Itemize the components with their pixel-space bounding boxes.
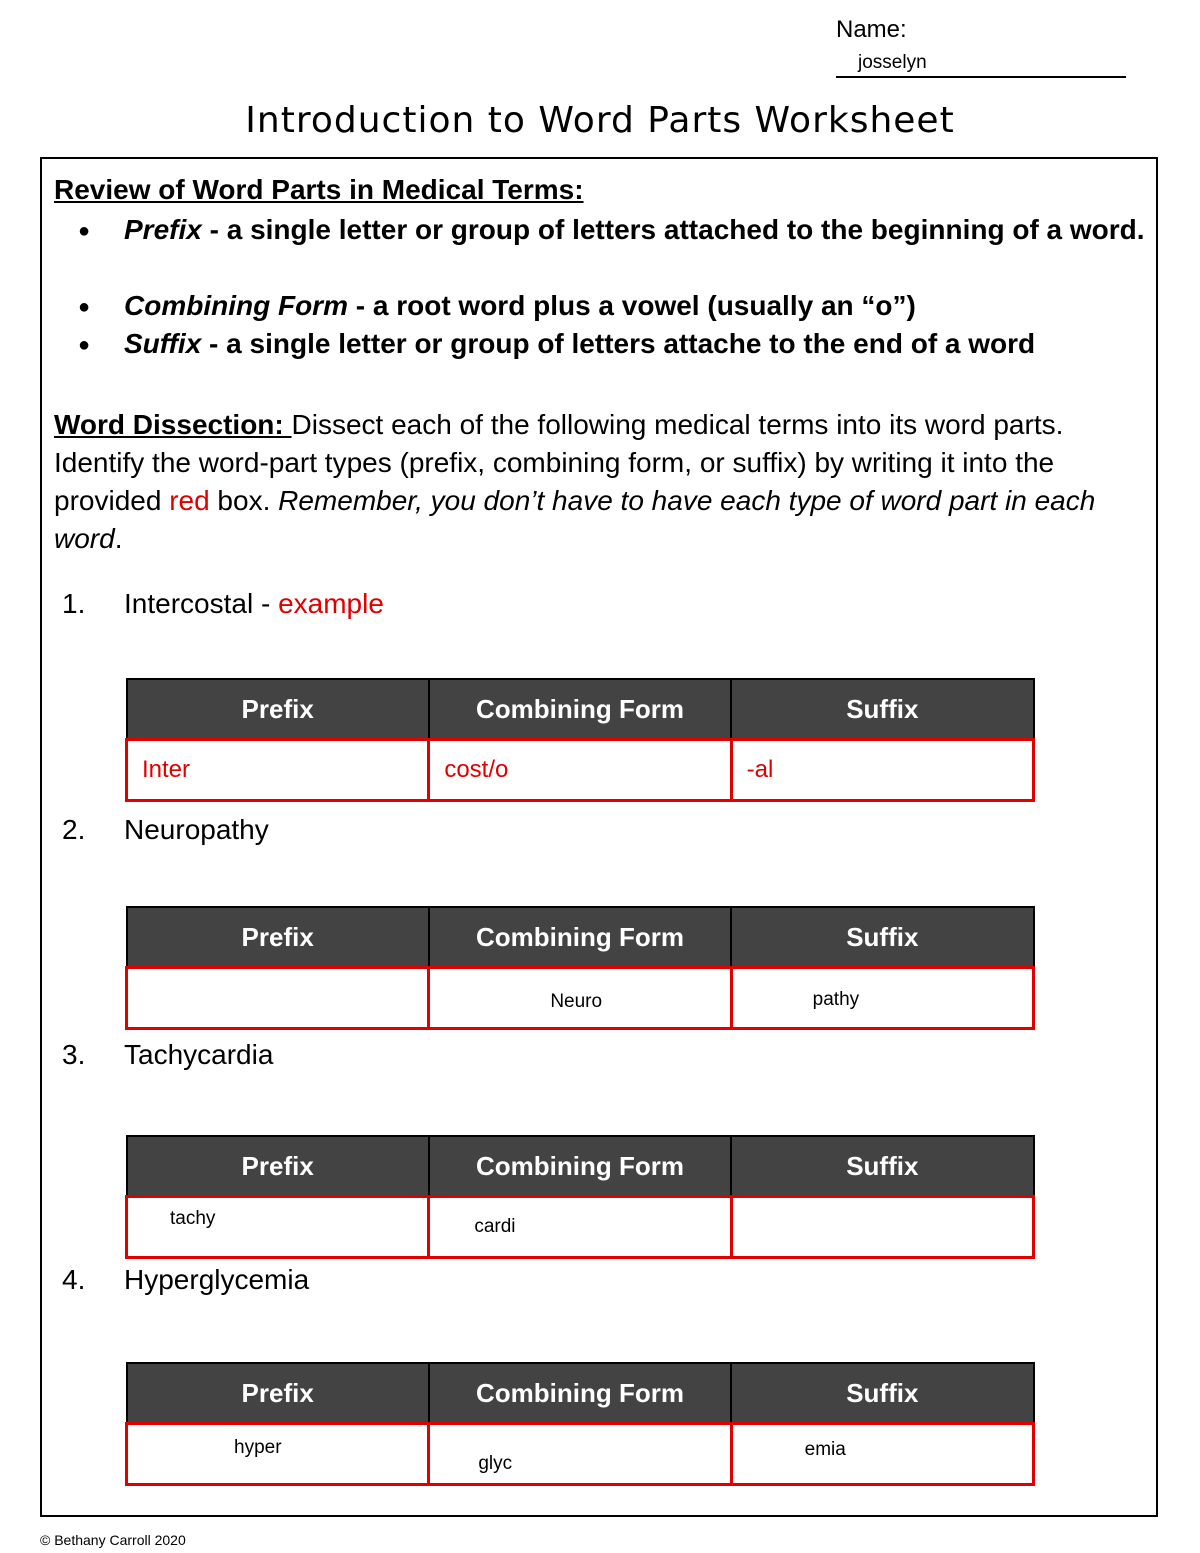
- def-prefix: - a single letter or group of letters attached to the beginning of a word.: [201, 214, 1145, 245]
- item-number: 2.: [62, 814, 86, 845]
- bullet-icon: ●: [78, 220, 91, 242]
- header-combining-form: Combining Form: [429, 1363, 731, 1424]
- bullet-icon: ●: [78, 296, 91, 318]
- combining-cell[interactable]: [429, 1197, 731, 1258]
- combining-answer: cardi: [474, 1216, 516, 1237]
- bullet-prefix: [124, 211, 1154, 249]
- suffix-answer: emia: [804, 1439, 846, 1460]
- name-underline: [836, 76, 1126, 78]
- prefix-cell[interactable]: [127, 740, 429, 801]
- header-prefix: Prefix: [127, 907, 429, 968]
- header-prefix: Prefix: [127, 1136, 429, 1197]
- suffix-cell[interactable]: [731, 968, 1033, 1029]
- item-number: 3.: [62, 1039, 86, 1070]
- item-term: Neuropathy: [124, 814, 269, 845]
- item-number: 1.: [62, 588, 86, 619]
- prefix-cell[interactable]: [127, 1197, 429, 1258]
- word-parts-table-1: [125, 678, 1035, 802]
- prefix-cell[interactable]: [127, 1424, 429, 1485]
- header-suffix: Suffix: [731, 907, 1033, 968]
- header-combining-form: Combining Form: [429, 907, 731, 968]
- dissection-end: .: [114, 523, 123, 554]
- item-term: [124, 588, 384, 620]
- suffix-answer: pathy: [812, 989, 860, 1010]
- example-label: example: [278, 588, 384, 619]
- combining-answer: glyc: [478, 1453, 513, 1474]
- header-suffix: Suffix: [731, 679, 1033, 740]
- prefix-answer: hyper: [234, 1437, 282, 1458]
- combining-value: cost/o: [444, 756, 509, 783]
- suffix-cell[interactable]: [731, 740, 1033, 801]
- bullet-suffix: [124, 325, 1154, 363]
- combining-answer: Neuro: [550, 991, 603, 1012]
- word-parts-table-3: [125, 1135, 1035, 1259]
- review-heading: Review of Word Parts in Medical Terms:: [54, 174, 584, 205]
- term-intercostal: Intercostal -: [124, 588, 279, 619]
- prefix-cell[interactable]: [127, 968, 429, 1029]
- item-number: 4.: [62, 1264, 86, 1295]
- name-value[interactable]: josselyn: [858, 52, 927, 73]
- copyright-footer: © Bethany Carroll 2020: [40, 1532, 186, 1548]
- header-combining-form: Combining Form: [429, 679, 731, 740]
- page-title: Introduction to Word Parts Worksheet: [245, 100, 955, 141]
- dissection-text-2: box.: [209, 485, 279, 516]
- header-suffix: Suffix: [731, 1363, 1033, 1424]
- dissection-remember: Remember, you don’t have to have each type of word part in each word: [54, 485, 1096, 554]
- combining-cell[interactable]: [429, 968, 731, 1029]
- bullet-icon: ●: [78, 334, 91, 356]
- word-parts-table-4: [125, 1362, 1035, 1486]
- term-combining-form: Combining Form: [124, 290, 348, 321]
- item-term: Hyperglycemia: [124, 1264, 310, 1295]
- suffix-cell[interactable]: [731, 1197, 1033, 1258]
- dissection-heading: Word Dissection:: [54, 409, 292, 440]
- bullet-combining-form: [124, 287, 1154, 325]
- def-combining-form: - a root word plus a vowel (usually an “o”): [347, 290, 916, 321]
- combining-cell[interactable]: [429, 1424, 731, 1485]
- item-term: Tachycardia: [124, 1039, 274, 1070]
- dissection-instructions: [54, 406, 1154, 558]
- dissection-text: Dissect each of the following medical terms into its word parts. Identify the word-part types (prefix, combining form, or suffix) by writing it into the provided: [54, 409, 1064, 516]
- header-combining-form: Combining Form: [429, 1136, 731, 1197]
- def-suffix: - a single letter or group of letters attache to the end of a word: [201, 328, 1036, 359]
- prefix-value: Inter: [142, 756, 191, 783]
- term-prefix: Prefix: [124, 214, 202, 245]
- combining-cell[interactable]: [429, 740, 731, 801]
- name-label: Name:: [836, 16, 907, 43]
- term-suffix: Suffix: [124, 328, 202, 359]
- red-word: red: [169, 485, 210, 516]
- header-prefix: Prefix: [127, 1363, 429, 1424]
- prefix-answer: tachy: [170, 1208, 216, 1229]
- suffix-value: -al: [746, 756, 774, 783]
- suffix-cell[interactable]: [731, 1424, 1033, 1485]
- header-suffix: Suffix: [731, 1136, 1033, 1197]
- header-prefix: Prefix: [127, 679, 429, 740]
- word-parts-table-2: [125, 906, 1035, 1030]
